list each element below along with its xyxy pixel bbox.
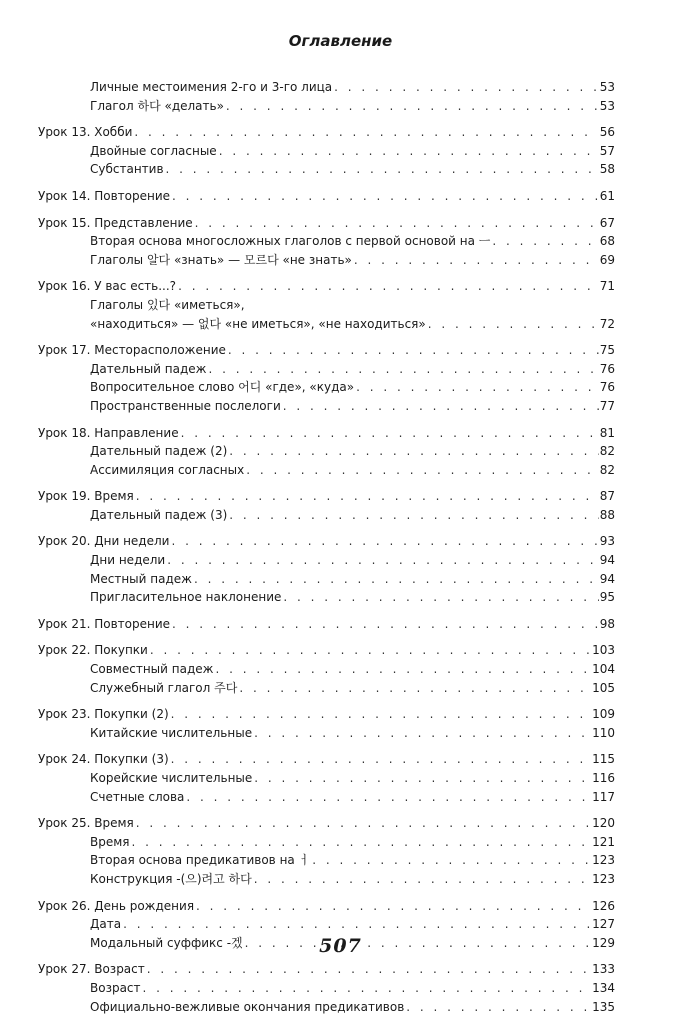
toc-entry-title: Конструкция -(으)려고 하다 xyxy=(90,870,254,889)
toc-lesson-entry xyxy=(38,960,615,979)
toc-subentry xyxy=(90,851,615,870)
toc-page-number: 94 xyxy=(599,553,615,568)
toc-entry-title: Совместный падеж xyxy=(90,660,215,679)
toc-lesson-entry xyxy=(38,187,615,206)
toc-page-number: 98 xyxy=(599,616,615,631)
toc-entry-title: Личные местоимения 2-го и 3-го лица xyxy=(90,78,334,97)
toc-entry-title: Урок 14. Повторение xyxy=(38,187,172,206)
toc-page-number: 88 xyxy=(599,507,615,522)
toc-entry-title: Урок 25. Время xyxy=(38,814,136,833)
toc-leader-dots xyxy=(136,814,591,833)
toc-leader-dots xyxy=(228,341,599,360)
toc-entry-title: Ассимиляция согласных xyxy=(90,461,246,480)
toc-entry-title: Китайские числительные xyxy=(90,724,254,743)
toc-subentry xyxy=(90,97,615,116)
toc-lesson-entry xyxy=(38,214,615,233)
toc-page-number: 104 xyxy=(592,662,615,677)
toc-lesson-group xyxy=(0,341,681,415)
toc-leader-dots xyxy=(226,97,599,116)
toc-page-number: 134 xyxy=(592,980,615,995)
toc-entry-title: Вторая основа предикативов на ㅓ xyxy=(90,851,312,870)
toc-page-number: 116 xyxy=(592,771,615,785)
toc-entry-title: Дательный падеж (2) xyxy=(90,442,229,461)
toc-entry-title: Дательный падеж (3) xyxy=(90,506,229,525)
toc-lesson-entry xyxy=(38,641,615,660)
toc-leader-dots xyxy=(215,660,591,679)
toc-page-number: 110 xyxy=(592,725,615,740)
toc-page-number: 103 xyxy=(592,643,615,658)
toc-lesson-entry xyxy=(38,814,615,833)
toc-page-number: 76 xyxy=(599,380,615,395)
toc-lesson-entry xyxy=(38,487,615,506)
toc-leader-dots xyxy=(194,570,599,589)
toc-subentry xyxy=(90,551,615,570)
toc-leader-dots xyxy=(171,750,591,769)
toc-subentry xyxy=(90,870,615,889)
toc-page-number: 123 xyxy=(592,871,615,886)
toc-lesson-group xyxy=(0,487,681,524)
toc-subentry xyxy=(90,142,615,161)
toc-leader-dots xyxy=(195,214,599,233)
toc-lesson-group xyxy=(0,424,681,480)
toc-page-number: 67 xyxy=(599,215,615,230)
toc-lesson-group xyxy=(0,615,681,634)
toc-subentry xyxy=(90,660,615,679)
toc-entry-title: «находиться» — 없다 «не иметься», «не находиться» xyxy=(90,315,428,334)
toc-subentry xyxy=(90,378,615,397)
toc-lesson-group xyxy=(0,532,681,606)
toc-lesson-group xyxy=(0,960,681,1016)
toc-subentry xyxy=(90,315,615,334)
toc-subentry xyxy=(90,78,615,97)
toc-page-number: 93 xyxy=(599,534,615,549)
toc-subentry xyxy=(90,251,615,270)
toc-lesson-group xyxy=(0,277,681,333)
toc-page-number: 95 xyxy=(599,590,615,605)
toc-page-number: 135 xyxy=(592,999,615,1014)
toc-entry-title: Модальный суффикс -겠 xyxy=(90,934,245,953)
toc-leader-dots xyxy=(150,641,591,660)
toc-entry-title: Глаголы 있다 «иметься», xyxy=(90,296,247,315)
toc-entry-title: Служебный глагол 주다 xyxy=(90,679,239,698)
toc-lesson-entry xyxy=(38,277,615,296)
toc-entry-title: Урок 19. Время xyxy=(38,487,136,506)
toc-subentry xyxy=(90,506,615,525)
toc-entry-title: Урок 27. Возраст xyxy=(38,960,147,979)
toc-leader-dots xyxy=(283,588,598,607)
toc-page-number: 76 xyxy=(599,361,615,376)
toc-lesson-group xyxy=(0,187,681,206)
toc-entry-title: Возраст xyxy=(90,979,143,998)
toc-page-number: 77 xyxy=(599,398,615,413)
toc-page-number: 115 xyxy=(592,752,615,767)
toc-entry-title: Урок 20. Дни недели xyxy=(38,532,171,551)
toc-entry-title: Дата xyxy=(90,915,123,934)
toc-page-number: 123 xyxy=(592,853,615,868)
toc-subentry xyxy=(90,915,615,934)
toc-page-number: 105 xyxy=(592,680,615,695)
toc-leader-dots xyxy=(123,915,591,934)
toc-subentry xyxy=(90,360,615,379)
toc-lesson-group xyxy=(0,814,681,888)
toc-leader-dots xyxy=(166,160,599,179)
toc-page-number: 58 xyxy=(599,162,615,177)
toc-entry-title: Урок 17. Месторасположение xyxy=(38,341,228,360)
toc-page-number: 117 xyxy=(592,789,615,804)
toc-lesson-group xyxy=(0,641,681,697)
toc-page-number: 69 xyxy=(599,252,615,267)
toc-page-number: 71 xyxy=(599,279,615,294)
toc-entry-title: Пригласительное наклонение xyxy=(90,588,283,607)
toc-leader-dots xyxy=(312,851,591,870)
toc-entry-title: Вторая основа многосложных глаголов с первой основой на ㅡ xyxy=(90,232,492,251)
toc-entry-title: Урок 15. Представление xyxy=(38,214,195,233)
toc-lesson-entry xyxy=(38,705,615,724)
toc-leader-dots xyxy=(428,315,599,334)
toc-entry-title: Урок 18. Направление xyxy=(38,424,181,443)
toc-page-number: 133 xyxy=(592,962,615,977)
toc-lesson-group xyxy=(0,705,681,742)
toc-subentry xyxy=(90,461,615,480)
toc-page-number: 129 xyxy=(592,935,615,950)
toc-entry-title: Корейские числительные xyxy=(90,769,254,788)
toc-leader-dots xyxy=(147,960,591,979)
toc-page-number: 81 xyxy=(599,425,615,440)
toc-entry-title: Пространственные послелоги xyxy=(90,397,283,416)
page-number: 507 xyxy=(319,935,362,957)
toc-subentry xyxy=(90,570,615,589)
toc-entry-title: Урок 26. День рождения xyxy=(38,897,196,916)
toc-page-number: 109 xyxy=(592,707,615,722)
toc-leader-dots xyxy=(254,870,591,889)
toc-entry-title: Глаголы 알다 «знать» — 모르다 «не знать» xyxy=(90,251,354,270)
toc-subentry xyxy=(90,588,615,607)
toc-page-number: 87 xyxy=(599,489,615,504)
toc-entry-title: Урок 24. Покупки (3) xyxy=(38,750,171,769)
toc-lesson-group xyxy=(0,78,681,115)
toc-leader-dots xyxy=(492,232,598,251)
toc-lesson-entry xyxy=(38,750,615,769)
toc-leader-dots xyxy=(283,397,599,416)
toc-page-number: 72 xyxy=(599,316,615,331)
toc-subentry xyxy=(90,979,615,998)
toc-subentry xyxy=(90,998,615,1017)
toc-entry-title: Дни недели xyxy=(90,551,167,570)
toc-leader-dots xyxy=(136,487,599,506)
toc-entry-title: Счетные слова xyxy=(90,788,186,807)
toc-leader-dots xyxy=(172,615,599,634)
toc-page-number: 56 xyxy=(599,125,615,140)
toc-lesson-entry xyxy=(38,532,615,551)
toc-leader-dots xyxy=(254,769,591,788)
toc-page-number: 120 xyxy=(592,816,615,831)
toc-leader-dots xyxy=(132,833,592,852)
toc-page-number: 61 xyxy=(599,188,615,203)
toc-subentry xyxy=(90,397,615,416)
toc-page-number: 126 xyxy=(592,898,615,913)
toc-subentry xyxy=(90,160,615,179)
toc-leader-dots xyxy=(334,78,599,97)
toc-subentry xyxy=(90,833,615,852)
toc-entry-title: Глагол 하다 «делать» xyxy=(90,97,226,116)
toc-page-number: 75 xyxy=(599,343,615,358)
toc-entry-title: Урок 22. Покупки xyxy=(38,641,150,660)
toc-entry-title: Урок 23. Покупки (2) xyxy=(38,705,171,724)
toc-page-number: 53 xyxy=(599,98,615,113)
toc-leader-dots xyxy=(143,979,592,998)
toc-lesson-group xyxy=(0,123,681,179)
toc-leader-dots xyxy=(354,251,599,270)
toc-subentry xyxy=(90,679,615,698)
toc-entry-title: Урок 21. Повторение xyxy=(38,615,172,634)
page-title: Оглавление xyxy=(288,32,393,50)
toc-leader-dots xyxy=(239,679,591,698)
toc-leader-dots xyxy=(219,142,599,161)
toc-subentry xyxy=(90,769,615,788)
toc-page-number: 121 xyxy=(592,834,615,849)
toc-subentry xyxy=(90,788,615,807)
toc-leader-dots xyxy=(172,187,599,206)
toc-leader-dots xyxy=(254,724,591,743)
toc-leader-dots xyxy=(229,442,598,461)
toc-entry-title: Урок 13. Хобби xyxy=(38,123,134,142)
toc-subentry xyxy=(90,724,615,743)
toc-subentry xyxy=(90,232,615,251)
toc-entry-title: Вопросительное слово 어디 «где», «куда» xyxy=(90,378,356,397)
toc-leader-dots xyxy=(246,461,598,480)
toc-entry-title: Время xyxy=(90,833,132,852)
toc-leader-dots xyxy=(178,277,599,296)
toc-leader-dots xyxy=(229,506,598,525)
toc-page-number: 94 xyxy=(599,571,615,586)
toc-entry-title: Дательный падеж xyxy=(90,360,208,379)
toc-entry-title: Двойные согласные xyxy=(90,142,219,161)
toc-leader-dots xyxy=(167,551,599,570)
toc-page-number: 82 xyxy=(599,444,615,459)
toc-entry-title: Субстантив xyxy=(90,160,166,179)
toc-lesson-entry xyxy=(38,123,615,142)
toc-leader-dots xyxy=(186,788,591,807)
toc-leader-dots xyxy=(134,123,598,142)
toc-entry-title: Урок 16. У вас есть...? xyxy=(38,277,178,296)
toc-leader-dots xyxy=(196,897,591,916)
toc-lesson-group xyxy=(0,214,681,270)
toc-entry-title: Местный падеж xyxy=(90,570,194,589)
toc-page-number: 82 xyxy=(599,462,615,477)
toc-leader-dots xyxy=(171,705,591,724)
toc-page-number: 57 xyxy=(599,143,615,158)
toc-subentry xyxy=(90,442,615,461)
toc-page-number: 127 xyxy=(592,917,615,932)
toc-leader-dots xyxy=(208,360,598,379)
toc-lesson-group xyxy=(0,750,681,806)
toc-leader-dots xyxy=(181,424,599,443)
toc-lesson-entry xyxy=(38,897,615,916)
toc-subentry xyxy=(90,296,615,315)
table-of-contents xyxy=(0,78,681,1024)
toc-lesson-entry xyxy=(38,341,615,360)
toc-page-number: 53 xyxy=(599,80,615,94)
toc-leader-dots xyxy=(406,998,591,1017)
toc-leader-dots xyxy=(171,532,598,551)
toc-page-number: 68 xyxy=(599,234,615,249)
toc-entry-title: Официально-вежливые окончания предикативов xyxy=(90,998,406,1017)
toc-leader-dots xyxy=(356,378,599,397)
toc-lesson-entry xyxy=(38,424,615,443)
toc-lesson-entry xyxy=(38,615,615,634)
